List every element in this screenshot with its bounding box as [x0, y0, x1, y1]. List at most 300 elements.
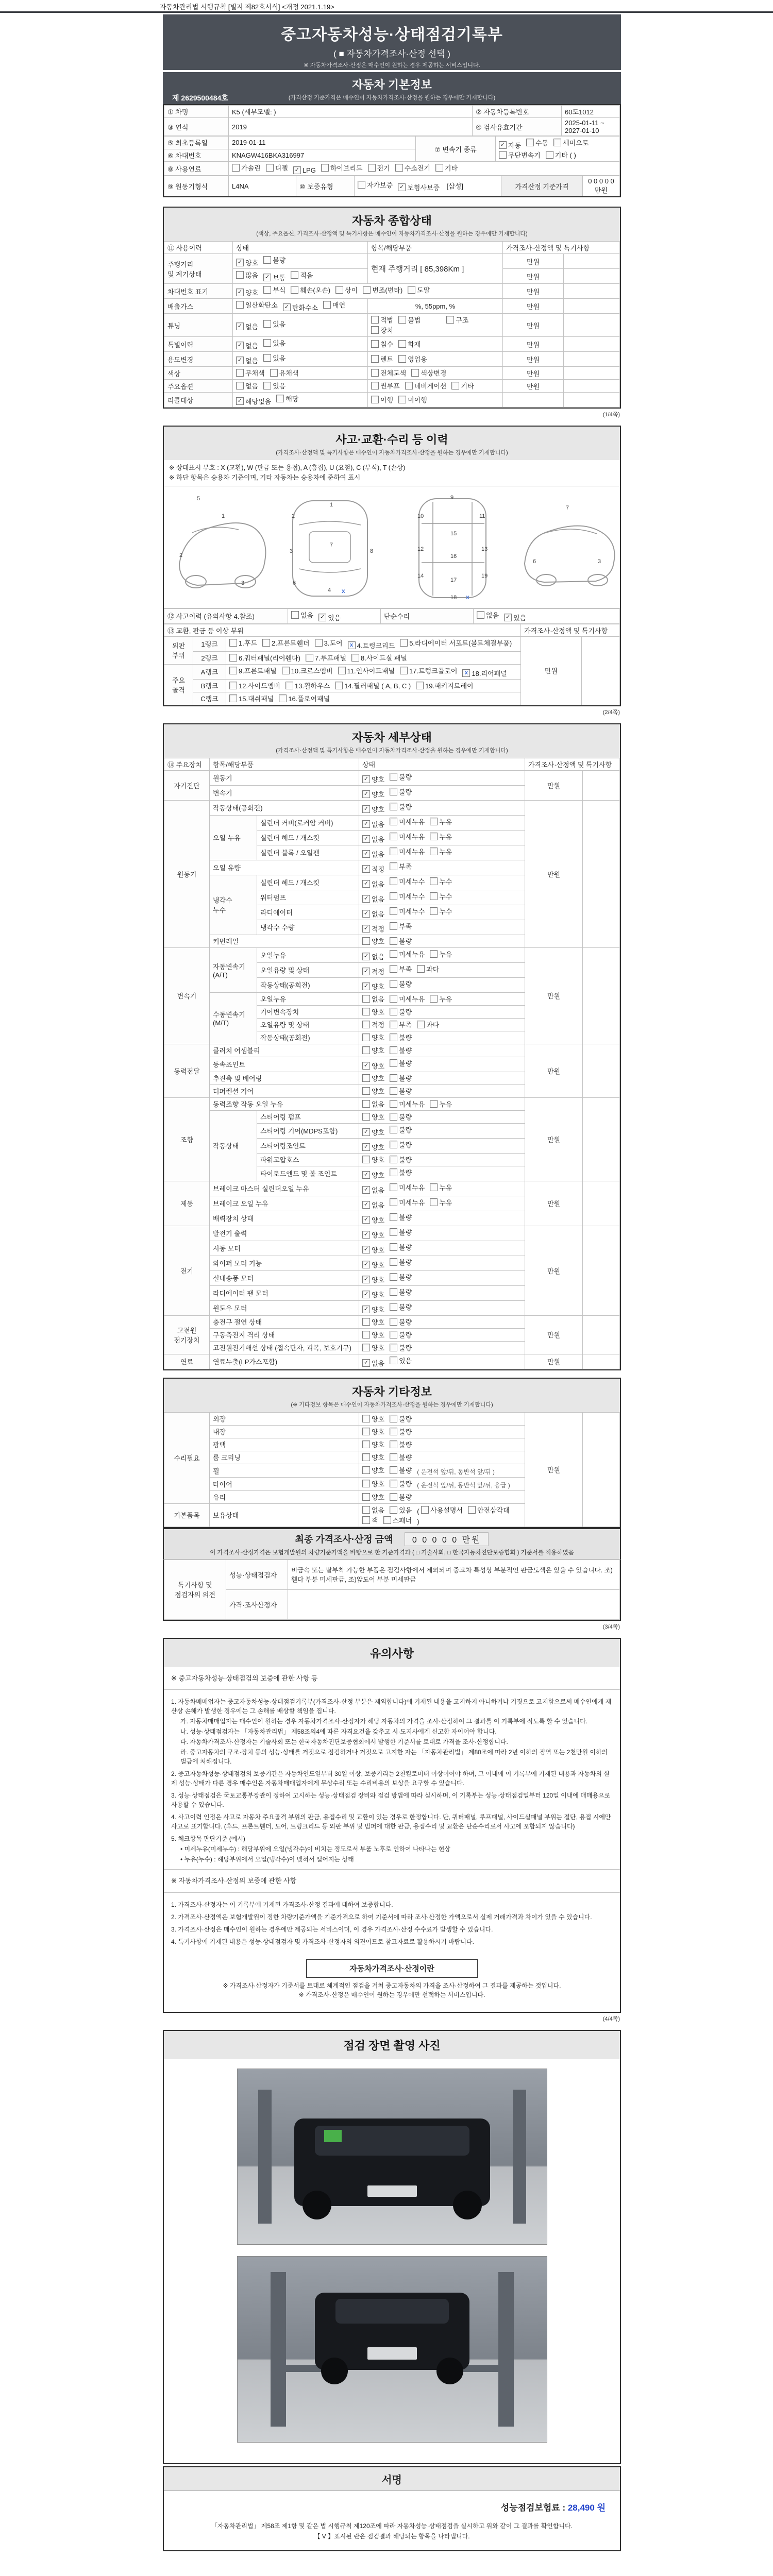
checkbox-불량[interactable]: 불량 — [390, 1073, 412, 1083]
notice-paragraph: 2. 중고자동차성능·상태점검의 보증기간은 자동차인도일부터 30일 이상, 보증거리는 2천킬로미터 이상이어야 하며, 그 이내에 이 기록부에 기재된 내용과 자동차의 실제 성능·상태가 다른 경우 매수인은 자동차매매업자에게 무상수리 또는 수리비용의 보상을 요구할 수 있습니다. — [171, 1770, 610, 1787]
checkbox-없음[interactable]: 없음 — [362, 994, 384, 1004]
checkbox-적음[interactable]: 적음 — [291, 270, 313, 280]
appraisal-note: ※ 가격조사·산정은 매수인이 원하는 경우에만 선택하는 서비스입니다. — [298, 1991, 485, 1998]
checkbox-양호[interactable]: ✓ 양호 — [362, 1245, 384, 1255]
checkbox-양호[interactable]: 양호 — [362, 1073, 384, 1083]
checkbox-기타 ( )[interactable]: 기타 ( ) — [546, 150, 576, 160]
price-appraisal-notes — [164, 1981, 620, 2004]
checkbox-없음[interactable]: ✓ 없음 — [362, 894, 384, 904]
checkbox-일산화탄소[interactable]: 일산화탄소 — [236, 300, 278, 310]
checkbox-불량[interactable]: 불량 — [390, 1032, 412, 1042]
checkbox-양호[interactable]: ✓ 양호 — [362, 804, 384, 814]
diagram-number-17: 17 — [450, 577, 457, 583]
checkbox-없음[interactable]: ✓ 없음 — [362, 834, 384, 844]
checkbox-불량[interactable]: 불량 — [390, 1330, 412, 1340]
checkbox-양호[interactable]: ✓ 양호 — [362, 1215, 384, 1225]
checkbox-디젤[interactable]: 디젤 — [266, 163, 288, 173]
signature-statement-2: 【 V 】표시된 란은 점검결과 해당되는 항목을 나타냅니다. — [314, 2532, 470, 2540]
final-price-note: 이 가격조사·산정가격은 보험개발원의 차량기준가액을 바탕으로 한 기준가격과 ( □ 기술사회, □ 한국자동차진단보증협회 ) 기준서를 적용하였음 — [210, 1549, 574, 1556]
checkbox-7.루프패널[interactable]: 7.루프패널 — [306, 653, 346, 663]
checkbox-적법[interactable]: 적법 — [371, 315, 393, 325]
diagram-number-1: 1 — [330, 501, 333, 508]
checkbox-불량[interactable]: 불량 — [390, 1155, 412, 1164]
checkbox-불량[interactable]: 불량 — [390, 787, 412, 796]
checkbox-불량[interactable]: 불량 — [390, 1343, 412, 1352]
checkbox-네비게이션[interactable]: 네비게이션 — [405, 381, 447, 391]
detail-table: ⑭ 주요장치 항목/해당부품 상태 가격조사·산정액 및 특기사항 자기진단 원동기 ✓ 양호 불량 만원 변속기 ✓ 양호 불량 원동기 작동상태(공회전) ✓ 양호 불량 만원 오일 누유 실린더 커버(로커암 커버) ✓ 없음 미세누유 누유 실린더 헤드 / 개스킷 ✓ 없음 미세누유 누유 실린더 블록 / 오일팬 ✓ 없음 미세누유 누유 오일 유량 ✓ 적정 부족 냉각수 누수 실린더 헤드 / 개스킷 ✓ 없음 미세누수 누수 워터펌프 ✓ 없음 미세누수 누수 라디에이터 ✓ 없음 미세누수 누수 냉각수 수량 ✓ 적정 부족 커먼레일 양호 불량 변속기 자동변속기 (A/T) 오일누유 ✓ 없음 미세누유 누유 만원 오일유량 및 상태 ✓ 적정 부족 과다 작동상태(공회전) ✓ 양호 불량 수동변속기 (M/T) 오일누유 없음 미세누유 누유 기어변속장치 양호 불량 오일유량 및 상태 적정 부족 과다 작동상태(공회전) 양호 불량 동력전달 클러치 어셈블리 양호 불량 만원 등속죠인트 ✓ 양호 불량 추진축 및 베어링 양호 불량 디퍼렌셜 기어 양호 불량 조향 동력조향 작동 오일 누유 없음 미세누유 누유 만원 작동상태 스티어링 펌프 양호 불량 스티어링 기어(MDPS포함) ✓ 양호 불량 스티어링조인트 ✓ 양호 불량 파워고압호스 양호 불량 타이로드엔드 및 볼 조인트 ✓ 양호 불량 제동 브레이크 마스터 실린더오일 누유 ✓ 없음 미세누유 누유 만원 브레이크 오일 누유 ✓ 없음 미세누유 누유 배력장치 상태 ✓ 양호 불량 전기 발전기 출력 ✓ 양호 불량 만원 시동 모터 ✓ 양호 불량 와이퍼 모터 기능 ✓ 양호 불량 실내송풍 모터 ✓ 양호 불량 라디에이터 팬 모터 ✓ 양호 불량 윈도우 모터 ✓ 양호 불량 고전원 전기장치 충전구 절연 상태 양호 불량 만원 구동축전지 격리 상태 양호 불량 고전원전기배선 상태 (접속단자, 피복, 보호기구) 양호 불량 연료 연료누출(LP가스포함) ✓ 없음 있음 만원 — [163, 758, 621, 1370]
detail-header — [163, 723, 621, 758]
checkbox-없음[interactable]: 없음 — [477, 610, 499, 620]
checkbox-불량[interactable]: 불량 — [390, 1140, 412, 1149]
comprehensive-subtitle: (색상, 주요옵션, 가격조사·산정액 및 특기사항은 매수인이 자동차가격조사·산정을 원하는 경우에만 기재합니다) — [256, 231, 528, 237]
checkbox-양호[interactable]: ✓ 양호 — [236, 287, 258, 297]
checkbox-불량[interactable]: 불량 — [390, 1227, 412, 1237]
diagram-exchange-mark: x — [466, 593, 469, 601]
checkbox-없음[interactable]: 없음 — [362, 1099, 384, 1109]
checkbox-부족[interactable]: 부족 — [390, 964, 412, 974]
checkbox-썬루프[interactable]: 썬루프 — [371, 381, 400, 391]
checkbox-불법[interactable]: 불법 — [398, 315, 421, 325]
basic-info-header — [163, 72, 621, 104]
rear-license-plate — [367, 2347, 417, 2360]
checkbox-4.트렁크리드[interactable]: x 4.트렁크리드 — [348, 640, 395, 650]
checkbox-부족[interactable]: 부족 — [390, 861, 412, 871]
notice-section2-body — [164, 1893, 620, 1952]
checkbox-가솔린[interactable]: 가솔린 — [232, 163, 261, 173]
etc-subtitle: (※ 기타정보 항목은 매수인이 자동차가격조사·산정을 원하는 경우에만 기재합니다) — [291, 1401, 493, 1408]
car-diagram-drawing — [164, 486, 620, 608]
checkbox-누유[interactable]: 누유 — [430, 994, 452, 1004]
checkbox-없음[interactable]: ✓ 없음 — [362, 909, 384, 919]
diagram-number-3: 3 — [241, 580, 245, 586]
document-number: 제 2629500484호 — [172, 94, 228, 102]
checkbox-12.사이드멤버[interactable]: 12.사이드멤버 — [229, 681, 280, 690]
checkbox-양호[interactable]: 양호 — [362, 1330, 384, 1340]
checkbox-11.인사이드패널[interactable]: 11.인사이드패널 — [338, 666, 395, 675]
photos-title: 점검 장면 촬영 사진 — [343, 2039, 441, 2052]
notice-section — [163, 1667, 621, 2013]
checkbox-불량[interactable]: 불량 — [390, 1414, 412, 1423]
checkbox-양호[interactable]: 양호 — [362, 1032, 384, 1042]
checkbox-해당없음[interactable]: ✓ 해당없음 — [236, 396, 271, 406]
etc-header — [163, 1378, 621, 1412]
checkbox-안전삼각대[interactable]: 안전삼각대 — [468, 1505, 510, 1515]
checkbox-불량[interactable]: 불량 — [390, 1212, 412, 1222]
checkbox-상이[interactable]: 상이 — [335, 285, 358, 295]
final-price-value: 0 0 0 0 0 만원 — [405, 1532, 489, 1546]
checkbox-불량[interactable]: 불량 — [390, 1465, 412, 1475]
notice-paragraph: 5. 체크항목 판단기준 (예시) — [171, 1835, 245, 1842]
checkbox-불량[interactable]: 불량 — [390, 772, 412, 782]
diagram-number-13: 13 — [481, 546, 488, 552]
diagram-number-2: 2 — [179, 552, 183, 558]
legend-line-2: ※ 하단 항목은 승용차 기준이며, 기타 자동차는 승용차에 준하여 표시 — [169, 473, 361, 481]
notice-paragraph: 나. 성능·상태점검자는 「자동차관리법」 제58조의4에 따른 자격요건을 갖추고 시·도지사에게 신고한 자이어야 합니다. — [180, 1728, 497, 1735]
legend-line-1: ※ 상태표시 부호 : X (교환), W (판금 또는 용접), A (흠집), U (요철), C (부식), T (손상) — [169, 464, 406, 471]
notice-section1-body — [164, 1690, 620, 1869]
rear-wheel-right — [436, 2358, 463, 2384]
checkbox-도말[interactable]: 도말 — [408, 285, 430, 295]
diagram-number-14: 14 — [417, 572, 424, 579]
checkbox-없음[interactable]: ✓ 없음 — [362, 1358, 384, 1368]
checkbox-누수[interactable]: 누수 — [430, 876, 452, 886]
checkbox-불량[interactable]: 불량 — [390, 1272, 412, 1282]
checkbox-있음[interactable]: 있음 — [263, 353, 285, 363]
document-header — [163, 14, 621, 70]
checkbox-적정[interactable]: ✓ 적정 — [362, 967, 384, 976]
checkbox-양호[interactable]: ✓ 양호 — [362, 981, 384, 991]
checkbox-불량[interactable]: 불량 — [390, 802, 412, 811]
diagram-number-7: 7 — [566, 504, 569, 511]
checkbox-없음[interactable]: ✓ 없음 — [362, 1185, 384, 1195]
checkbox-사용설명서[interactable]: 사용설명서 — [421, 1505, 463, 1515]
checkbox-불량[interactable]: 불량 — [390, 1125, 412, 1134]
checkbox-하이브리드[interactable]: 하이브리드 — [321, 163, 363, 173]
checkbox-수동[interactable]: 수동 — [526, 138, 548, 147]
checkbox-양호[interactable]: 양호 — [362, 1452, 384, 1462]
checkbox-양호[interactable]: ✓ 양호 — [362, 1304, 384, 1314]
page-mark-4: (4/4쪽) — [602, 2015, 620, 2022]
checkbox-적정[interactable]: ✓ 적정 — [362, 864, 384, 874]
checkbox-불량[interactable]: 불량 — [390, 1058, 412, 1068]
comprehensive-header — [163, 207, 621, 241]
checkbox-양호[interactable]: ✓ 양호 — [362, 774, 384, 784]
checkbox-미세누유[interactable]: 미세누유 — [390, 1182, 425, 1192]
document-subtitle: ( ■ 자동차가격조사·산정 선택 ) — [333, 49, 450, 59]
checkbox-양호[interactable]: 양호 — [362, 1045, 384, 1055]
checkbox-세미오토[interactable]: 세미오토 — [553, 138, 589, 147]
checkbox-무단변속기[interactable]: 무단변속기 — [499, 150, 541, 160]
checkbox-불량[interactable]: 불량 — [390, 1007, 412, 1016]
checkbox-19.패키지트레이[interactable]: 19.패키지트레이 — [416, 681, 473, 690]
checkbox-자가보증[interactable]: 자가보증 — [358, 180, 393, 190]
lift-post-left — [258, 2090, 272, 2224]
checkbox-전기[interactable]: 전기 — [368, 163, 390, 173]
checkbox-부족[interactable]: 부족 — [390, 921, 412, 931]
checkbox-16.플로어패널[interactable]: 16.플로어패널 — [279, 693, 330, 703]
checkbox-잭[interactable]: 잭 — [362, 1515, 378, 1525]
diagram-number-18: 18 — [450, 594, 457, 601]
checkbox-14.필러패널 ( A, B, C )[interactable]: 14.필러패널 ( A, B, C ) — [335, 681, 411, 690]
checkbox-양호[interactable]: 양호 — [362, 1155, 384, 1164]
checkbox-양호[interactable]: ✓ 양호 — [362, 1127, 384, 1137]
checkbox-17.트렁크플로어[interactable]: 17.트렁크플로어 — [400, 666, 457, 675]
checkbox-2.프론트휀더[interactable]: 2.프론트휀더 — [262, 638, 310, 648]
checkbox-누수[interactable]: 누수 — [430, 891, 452, 901]
checkbox-양호[interactable]: 양호 — [362, 1492, 384, 1502]
checkbox-없음[interactable]: ✓ 없음 — [362, 849, 384, 859]
checkbox-있음[interactable]: 있음 — [263, 381, 285, 391]
diagram-number-6: 6 — [293, 580, 296, 586]
checkbox-양호[interactable]: 양호 — [362, 1439, 384, 1449]
checkbox-없음[interactable]: ✓ 없음 — [236, 341, 258, 350]
checkbox-불량[interactable]: 불량 — [390, 1112, 412, 1122]
checkbox-전체도색[interactable]: 전체도색 — [371, 368, 406, 378]
accident-title: 사고·교환·수리 등 이력 — [335, 433, 448, 446]
checkbox-불량[interactable]: 불량 — [390, 1302, 412, 1312]
diagram-number-19: 19 — [481, 572, 488, 579]
checkbox-미세누유[interactable]: 미세누유 — [390, 817, 425, 826]
checkbox-3.도어[interactable]: 3.도어 — [315, 638, 343, 648]
car-damage-diagram — [164, 486, 620, 608]
diagram-number-5: 5 — [197, 495, 200, 502]
checkbox-불량[interactable]: 불량 — [390, 1242, 412, 1252]
checkbox-양호[interactable]: ✓ 양호 — [362, 1290, 384, 1299]
diagram-number-6: 6 — [533, 558, 536, 565]
checkbox-훼손(오손)[interactable]: 훼손(오손) — [291, 285, 330, 295]
document-note: ※ 자동차가격조사·산정은 매수인이 원하는 경우 제공하는 서비스입니다. — [304, 62, 480, 69]
checkbox-1.후드[interactable]: 1.후드 — [229, 638, 257, 648]
notice-paragraph: 가. 자동차매매업자는 매수인이 원하는 경우 자동차가격조사·산정자가 해당 자동차의 가격을 조사·산정하여 그 결과를 이 기록부에 적도록 할 수 있습니다. — [180, 1718, 588, 1725]
inspection-photo-front — [237, 2069, 547, 2245]
etc-title: 자동차 기타정보 — [352, 1385, 432, 1398]
signature-statement-1: 「자동차관리법」 제58조 제1항 및 같은 법 시행규칙 제120조에 따라 자동차성능·상태점검을 실시하고 위와 같이 그 결과를 확인합니다. — [211, 2522, 573, 2530]
checkbox-8.사이드실 패널[interactable]: 8.사이드실 패널 — [351, 653, 407, 663]
car-rear-window — [335, 2299, 449, 2324]
checkbox-침수[interactable]: 침수 — [371, 339, 393, 349]
checkbox-무채색[interactable]: 무채색 — [236, 368, 265, 378]
diagram-number-8: 8 — [370, 548, 374, 554]
notice-paragraph: 2. 가격조사·산정액은 보험개발원이 정한 차량기준가액을 기준가격으로 하여 기준서에 따라 조사·산정한 가액으로서 실제 거래가격과 차이가 있을 수 있습니다. — [171, 1913, 592, 1921]
checkbox-미세누유[interactable]: 미세누유 — [390, 832, 425, 841]
lift-post-left-2 — [271, 2272, 286, 2427]
checkbox-있음[interactable]: 있음 — [263, 338, 285, 348]
detail-subtitle: (가격조사·산정액 및 특기사항은 매수인이 자동차가격조사·산정을 원하는 경우에만 기재합니다) — [276, 747, 508, 754]
document-body — [163, 72, 621, 2551]
checkbox-누유[interactable]: 누유 — [430, 832, 452, 841]
checkbox-과다[interactable]: 과다 — [417, 1020, 439, 1029]
final-price-label: 최종 가격조사·산정 금액 — [295, 1534, 393, 1545]
checkbox-있음[interactable]: 있음 — [390, 1505, 412, 1515]
checkbox-양호[interactable]: 양호 — [362, 1427, 384, 1436]
notice-paragraph: 다. 자동차가격조사·산정자는 기술사회 또는 한국자동차진단보증협회에서 발행한 기준서를 토대로 가격을 조사·산정합니다. — [180, 1738, 508, 1745]
checkbox-6.쿼터패널(리어휀다)[interactable]: 6.쿼터패널(리어휀다) — [229, 653, 300, 663]
checkbox-기타[interactable]: 기타 — [451, 381, 474, 391]
checkbox-불량[interactable]: 불량 — [390, 936, 412, 946]
document-title: 중고자동차성능·상태점검기록부 — [281, 26, 503, 43]
diagram-number-12: 12 — [417, 546, 424, 552]
appraisal-note: ※ 가격조사·산정자가 기준서를 토대로 체계적인 점검을 거쳐 중고자동차의 가격을 조사·산정하여 그 결과를 제공하는 것입니다. — [223, 1981, 561, 1989]
accident-rows: ⑫ 사고이력 (유의사항 4.참조) 없음 ✓ 있음 단순수리 없음 ✓ 있음 ⑬ 교환, 판금 등 이상 부위 가격조사·산정액 및 특기사항 외판 부위 1랭크 1.후드 2.프론트휀더 3.도어 x 4.트렁크리드 5.라디에이터 서포트(볼트체결부품) 만원 2랭크 6.쿼터패널(리어휀다) 7.루프패널 8.사이드실 패널 주요 골격 A랭크 9.프론트패널 10.크로스멤버 11.인사이드패널 17.트렁크플로어 x 18.리어패널 B랭크 12.사이드멤버 13.휠하우스 14.필러패널 ( A, B, C ) 19.패키지트레이 C랭크 15.대쉬패널 16.플로어패널 — [164, 608, 620, 705]
signature-section — [163, 2466, 621, 2551]
checkbox-불량[interactable]: 불량 — [390, 1045, 412, 1055]
checkbox-양호[interactable]: ✓ 양호 — [362, 1275, 384, 1284]
inspection-photo-rear — [237, 2256, 547, 2443]
checkbox-15.대쉬패널[interactable]: 15.대쉬패널 — [229, 693, 274, 703]
checkbox-해당[interactable]: 해당 — [276, 394, 298, 403]
checkbox-양호[interactable]: 양호 — [362, 1112, 384, 1122]
checkbox-9.프론트패널[interactable]: 9.프론트패널 — [229, 666, 277, 675]
checkbox-양호[interactable]: 양호 — [362, 1086, 384, 1096]
rear-wheel-left — [321, 2358, 348, 2384]
checkbox-불량[interactable]: 불량 — [390, 979, 412, 989]
signature-body — [164, 2491, 620, 2550]
notice-paragraph: 1. 자동차매매업자는 중고자동차성능·상태점검기록부(가격조사·산정 부분은 제외합니다)에 기재된 내용을 고지하지 아니하거나 거짓으로 고지함으로써 매수인에게 재산상 손해가 발생한 경우에는 그 손해를 배상할 책임을 집니다. — [171, 1698, 612, 1715]
diagram-number-2: 2 — [292, 513, 295, 519]
windshield-sticker — [324, 2130, 342, 2142]
notice-paragraph: 라. 중고자동차의 구조·장치 등의 성능·상태를 거짓으로 점검하거나 거짓으로 고지한 자는 「자동차관리법」 제80조에 따라 2년 이하의 징역 또는 2천만원 이하의 벌금에 처해집니다. — [180, 1749, 608, 1765]
notice-paragraph: • 미세누유(미세누수) : 해당부위에 오일(냉각수)이 비치는 정도로서 부품 노후로 인하여 나타나는 현상 — [180, 1845, 450, 1853]
photos-section — [163, 2059, 621, 2464]
checkbox-미이행[interactable]: 미이행 — [398, 395, 427, 404]
checkbox-부족[interactable]: 부족 — [390, 1020, 412, 1029]
checkbox-유채색[interactable]: 유채색 — [270, 368, 299, 378]
checkbox-미세누수[interactable]: 미세누수 — [390, 891, 425, 901]
comprehensive-title: 자동차 종합상태 — [352, 214, 432, 227]
checkbox-보통[interactable]: ✓ 보통 — [263, 273, 285, 282]
checkbox-있음[interactable]: ✓ 있음 — [318, 613, 341, 622]
checkbox-장치[interactable]: 장치 — [371, 325, 393, 335]
checkbox-기타[interactable]: 기타 — [435, 163, 458, 173]
checkbox-양호[interactable]: ✓ 양호 — [362, 789, 384, 799]
checkbox-부식[interactable]: 부식 — [263, 285, 285, 295]
checkbox-없음[interactable]: ✓ 없음 — [362, 1200, 384, 1210]
checkbox-양호[interactable]: 양호 — [362, 1465, 384, 1475]
diagram-number-3: 3 — [290, 548, 293, 554]
notice-section1-header: ※ 중고자동차성능·상태점검의 보증에 관한 사항 등 — [164, 1667, 620, 1690]
checkbox-누유[interactable]: 누유 — [430, 1099, 452, 1109]
notice-paragraph: 1. 가격조사·산정자는 이 기록부에 기재된 가격조사·산정 결과에 대하여 보증합니다. — [171, 1901, 393, 1908]
checkbox-양호[interactable]: ✓ 양호 — [362, 1230, 384, 1240]
checkbox-누유[interactable]: 누유 — [430, 846, 452, 856]
page-mark-2: (2/4쪽) — [602, 709, 620, 716]
diagram-number-15: 15 — [450, 530, 457, 537]
inspection-premium — [173, 2500, 606, 2513]
diagram-number-9: 9 — [450, 494, 454, 501]
diagram-number-16: 16 — [450, 553, 457, 560]
checkbox-불량[interactable]: 불량 — [390, 1287, 412, 1297]
checkbox-양호[interactable]: 양호 — [362, 936, 384, 946]
checkbox-있음[interactable]: 있음 — [390, 1355, 412, 1365]
checkbox-미세누유[interactable]: 미세누유 — [390, 1099, 425, 1109]
checkbox-누유[interactable]: 누유 — [430, 1182, 452, 1192]
diagram-number-10: 10 — [417, 513, 424, 519]
checkbox-18.리어패널[interactable]: x 18.리어패널 — [462, 668, 507, 678]
checkbox-화재[interactable]: 화재 — [398, 339, 421, 349]
checkbox-탄화수소[interactable]: ✓ 탄화수소 — [283, 302, 318, 312]
checkbox-없음[interactable]: ✓ 없음 — [362, 879, 384, 889]
diagram-number-11: 11 — [479, 513, 485, 519]
checkbox-적정[interactable]: ✓ 적정 — [362, 924, 384, 934]
checkbox-있음[interactable]: 있음 — [263, 319, 285, 329]
checkbox-LPG[interactable]: ✓ LPG — [293, 166, 316, 174]
checkbox-불량[interactable]: 불량 — [263, 255, 285, 265]
accident-header — [163, 426, 621, 460]
checkbox-불량[interactable]: 불량 — [390, 1427, 412, 1436]
checkbox-미세누수[interactable]: 미세누수 — [390, 876, 425, 886]
checkbox-많음[interactable]: 많음 — [236, 270, 258, 280]
checkbox-양호[interactable]: ✓ 양호 — [362, 1061, 384, 1071]
checkbox-양호[interactable]: 양호 — [362, 1317, 384, 1327]
checkbox-있음[interactable]: ✓ 있음 — [504, 613, 526, 622]
opinion-table: 특기사항 및 점검자의 의견 성능·상태점검자 비금속 또는 탈부착 가능한 부품은 점검사항에서 제외되며 중고차 특성상 부분적인 판금도색은 있을 수 있습니다. 조)휀다 부분 미세판금, 조)앞도어 부분 미세판금 가격·조사산정자 — [163, 1560, 621, 1621]
checkbox-불량[interactable]: 불량 — [390, 1317, 412, 1327]
accident-subtitle: (가격조사·산정액 및 특기사항은 매수인이 자동차가격조사·산정을 원하는 경우에만 기재합니다) — [276, 450, 508, 456]
checkbox-불량[interactable]: 불량 — [390, 1086, 412, 1096]
checkbox-미세누유[interactable]: 미세누유 — [390, 1197, 425, 1207]
checkbox-과다[interactable]: 과다 — [417, 964, 439, 974]
checkbox-없음[interactable]: ✓ 없음 — [236, 355, 258, 365]
checkbox-양호[interactable]: 양호 — [362, 1414, 384, 1423]
checkbox-양호[interactable]: 양호 — [362, 1007, 384, 1016]
checkbox-변조(변타)[interactable]: 변조(변타) — [363, 285, 402, 295]
final-price-band — [163, 1528, 621, 1560]
checkbox-구조[interactable]: 구조 — [446, 315, 468, 325]
checkbox-누유[interactable]: 누유 — [430, 949, 452, 959]
notice-header — [163, 1638, 621, 1667]
notice-paragraph: 4. 사고이력 인정은 사고로 자동차 주요골격 부위의 판금, 용접수리 및 교환이 있는 경우로 한정합니다. 단, 쿼터패널, 루프패널, 사이드실패널 부위는 절단, 용접 시에만 사고로 표기합니다. (후드, 프론트휀더, 도어, 트렁크리드 등 외판 부위 및 범퍼에 대한 판금, 용접수리 및 교환은 단순수리로서 사고에 포함되지 않습니다) — [171, 1814, 611, 1830]
checkbox-불량[interactable]: 불량 — [390, 1452, 412, 1462]
notice-paragraph: 3. 가격조사·산정은 매수인이 원하는 경우에만 제공되는 서비스이며, 이 경우 가격조사·산정 수수료가 발생할 수 있습니다. — [171, 1925, 493, 1933]
checkbox-불량[interactable]: 불량 — [390, 1167, 412, 1177]
checkbox-없음[interactable]: 없음 — [362, 1505, 384, 1515]
checkbox-보험사보증[interactable]: ✓ 보험사보증 — [398, 182, 440, 192]
premium-label: 성능점검보험료 : — [500, 2502, 566, 2513]
checkbox-색상변경[interactable]: 색상변경 — [411, 368, 446, 378]
checkbox-자동[interactable]: ✓ 자동 — [499, 140, 521, 150]
front-wheel-left — [303, 2191, 331, 2219]
etc-table: 수리필요 외장 양호 불량 만원 내장 양호 불량 광택 양호 불량 룸 크리닝 양호 불량 휠 양호 불량 ( 운전석 앞/뒤, 동반석 앞/뒤 ) 타이어 양호 불량 ( 운전석 앞/뒤, 동반석 앞/뒤, 응급 ) 유리 양호 불량 기본품목 보유상태 없음 있음 ( 사용설명서 안전삼각대 잭 스패너 ) — [163, 1412, 621, 1528]
notice-paragraph: • 누유(누수) : 해당부위에서 오일(냉각수)이 맺혀서 떨어지는 상태 — [180, 1856, 354, 1863]
checkbox-미세누수[interactable]: 미세누수 — [390, 906, 425, 916]
accident-legend — [164, 460, 620, 486]
checkbox-5.라디에이터 서포트(볼트체결부품)[interactable]: 5.라디에이터 서포트(볼트체결부품) — [400, 638, 512, 648]
checkbox-미세누유[interactable]: 미세누유 — [390, 994, 425, 1004]
checkbox-없음[interactable]: 없음 — [236, 381, 258, 391]
checkbox-불량[interactable]: 불량 — [390, 1439, 412, 1449]
checkbox-양호[interactable]: ✓ 양호 — [362, 1142, 384, 1152]
checkbox-양호[interactable]: 양호 — [362, 1343, 384, 1352]
checkbox-없음[interactable]: ✓ 없음 — [362, 819, 384, 829]
checkbox-누유[interactable]: 누유 — [430, 1197, 452, 1207]
checkbox-없음[interactable]: ✓ 없음 — [362, 952, 384, 961]
checkbox-없음[interactable]: 없음 — [291, 610, 313, 620]
checkbox-10.크로스멤버[interactable]: 10.크로스멤버 — [282, 666, 333, 675]
checkbox-미세누유[interactable]: 미세누유 — [390, 949, 425, 959]
checkbox-영업용[interactable]: 영업용 — [398, 354, 427, 364]
basic-info-title: 자동차 기본정보 — [352, 78, 432, 91]
notice-paragraph: 3. 성능·상태점검은 국토교통부장관이 정하여 고시하는 성능·상태점검 장비와 점검 방법에 따라 실시하며, 이 기록부는 성능·상태점검일부터 120일 이내에 매매용으로 사용할 수 있습니다. — [171, 1792, 611, 1808]
checkbox-13.휠하우스[interactable]: 13.휠하우스 — [285, 681, 330, 690]
checkbox-누유[interactable]: 누유 — [430, 817, 452, 826]
checkbox-불량[interactable]: 불량 — [390, 1492, 412, 1502]
checkbox-수소전기[interactable]: 수소전기 — [395, 163, 430, 173]
checkbox-불량[interactable]: 불량 — [390, 1479, 412, 1488]
diagram-number-1: 1 — [222, 513, 225, 519]
detail-title: 자동차 세부상태 — [352, 731, 432, 744]
checkbox-스패너[interactable]: 스패너 — [383, 1515, 412, 1525]
checkbox-양호[interactable]: ✓ 양호 — [362, 1170, 384, 1180]
signature-title: 서명 — [164, 2467, 620, 2491]
checkbox-미세누유[interactable]: 미세누유 — [390, 846, 425, 856]
checkbox-양호[interactable]: 양호 — [362, 1479, 384, 1488]
checkbox-불량[interactable]: 불량 — [390, 1257, 412, 1267]
notice-title: 유의사항 — [369, 1647, 414, 1660]
diagram-number-7: 7 — [330, 541, 333, 548]
checkbox-이행[interactable]: 이행 — [371, 395, 393, 404]
checkbox-없음[interactable]: ✓ 없음 — [236, 321, 258, 331]
notice-paragraph: 4. 특기사항에 기재된 내용은 성능·상태점검자 및 가격조사·산정자의 의견이므로 참고자료로 활용하시기 바랍니다. — [171, 1938, 474, 1945]
checkbox-양호[interactable]: ✓ 양호 — [236, 258, 258, 267]
checkbox-누수[interactable]: 누수 — [430, 906, 452, 916]
checkbox-매연[interactable]: 매연 — [323, 300, 345, 310]
checkbox-양호[interactable]: ✓ 양호 — [362, 1260, 384, 1269]
regulation-note: 자동차관리법 시행규칙 [별지 제82호서식] <개정 2021.1.19> — [160, 3, 334, 11]
price-appraisal-box: 자동차가격조사·산정이란 — [306, 1959, 478, 1978]
page-mark-3: (3/4쪽) — [602, 1623, 620, 1630]
checkbox-렌트[interactable]: 렌트 — [371, 354, 393, 364]
checkbox-적정[interactable]: 적정 — [362, 1020, 384, 1029]
